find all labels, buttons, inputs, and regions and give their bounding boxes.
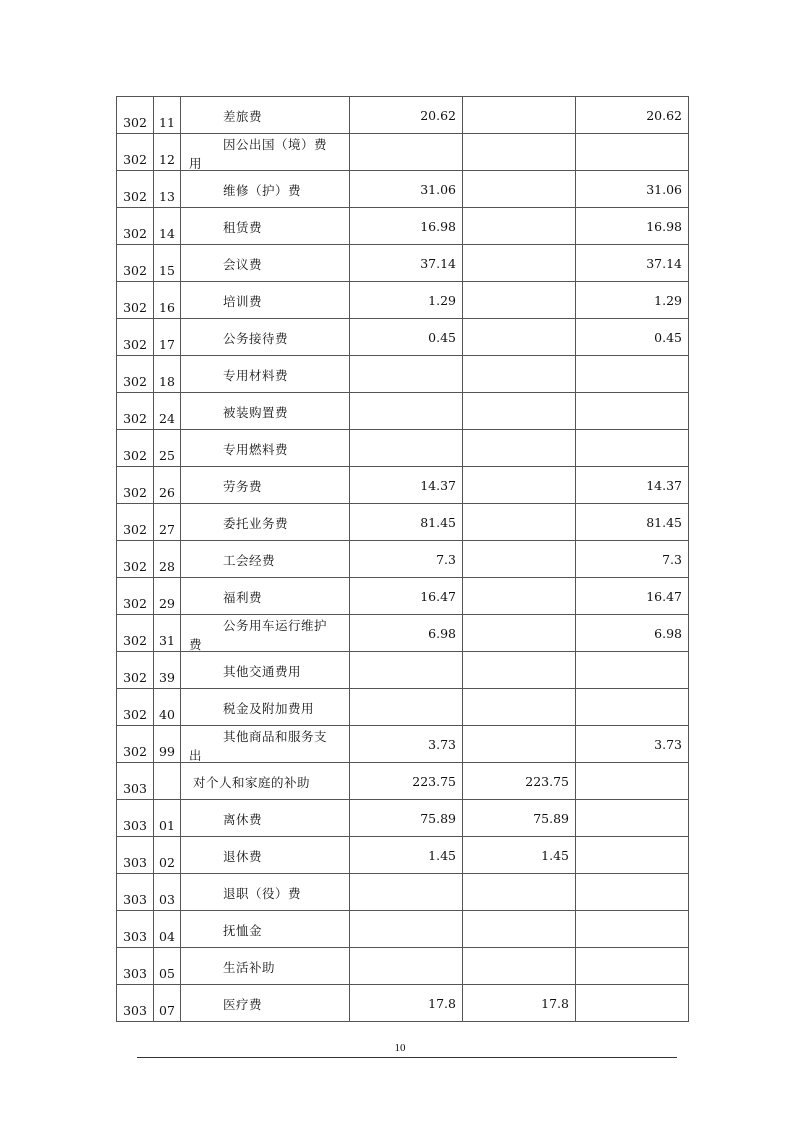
- total-cell: [350, 541, 463, 578]
- total-cell: [350, 985, 463, 1022]
- table-row: [117, 319, 689, 356]
- public-cell-value: [682, 848, 688, 863]
- account-name-cell: [181, 911, 350, 948]
- item-code-cell: 31: [154, 615, 181, 652]
- class-code-cell: 302: [117, 615, 154, 652]
- table-row: [117, 171, 689, 208]
- total-cell: [350, 726, 463, 763]
- public-cell-value: 81.45: [646, 514, 682, 530]
- account-name-cell: [181, 467, 350, 504]
- total-cell-value: 14.37: [420, 477, 456, 493]
- item-code-cell: 28: [154, 541, 181, 578]
- account-name: 福利费: [223, 590, 263, 605]
- total-cell-value: 3.73: [428, 736, 456, 752]
- item-code-cell: 14: [154, 208, 181, 245]
- personnel-cell: [463, 615, 576, 652]
- personnel-cell-value: [569, 367, 575, 382]
- total-cell-value: 17.8: [428, 995, 456, 1011]
- total-cell: [350, 430, 463, 467]
- class-code-cell: 302: [117, 134, 154, 171]
- account-name: 专用燃料费: [223, 442, 289, 457]
- account-name: 劳务费: [223, 479, 263, 494]
- account-name-cell: [181, 689, 350, 726]
- account-name-cell: [181, 800, 350, 837]
- account-name-cell: [181, 874, 350, 911]
- table-row: [117, 763, 689, 800]
- public-cell: [576, 504, 689, 541]
- personnel-cell-value: [569, 293, 575, 308]
- class-code-cell: 302: [117, 652, 154, 689]
- account-name-cell: [181, 282, 350, 319]
- total-cell-value: [456, 145, 462, 160]
- account-name: 委托业务费: [223, 516, 289, 531]
- table-row: [117, 245, 689, 282]
- personnel-cell: [463, 948, 576, 985]
- total-cell-value: 1.29: [428, 292, 456, 308]
- public-cell-value: 0.45: [654, 329, 682, 345]
- table-row: [117, 393, 689, 430]
- account-name: 专用材料费: [223, 368, 289, 383]
- table-row: [117, 578, 689, 615]
- public-cell: [576, 171, 689, 208]
- total-cell: [350, 319, 463, 356]
- table-row: [117, 282, 689, 319]
- class-code-cell: 302: [117, 97, 154, 134]
- item-code-cell: 05: [154, 948, 181, 985]
- item-code-cell: 12: [154, 134, 181, 171]
- public-cell: [576, 726, 689, 763]
- personnel-cell-value: [569, 737, 575, 752]
- total-cell: [350, 356, 463, 393]
- account-name: 租赁费: [223, 220, 263, 235]
- account-name-cell: [181, 948, 350, 985]
- class-code-cell: 302: [117, 356, 154, 393]
- personnel-cell: [463, 356, 576, 393]
- total-cell-value: 20.62: [420, 107, 456, 123]
- table-row: [117, 541, 689, 578]
- total-cell-value: 16.98: [420, 218, 456, 234]
- item-code-cell: [154, 763, 181, 800]
- personnel-cell: [463, 578, 576, 615]
- account-name-cell: [181, 985, 350, 1022]
- public-cell: [576, 319, 689, 356]
- public-cell-value: [682, 922, 688, 937]
- account-name-continuation: 出: [189, 748, 202, 763]
- personnel-cell-value: [569, 700, 575, 715]
- item-code-cell: 39: [154, 652, 181, 689]
- total-cell: [350, 393, 463, 430]
- account-name: 医疗费: [223, 997, 263, 1012]
- personnel-cell-value: [569, 441, 575, 456]
- personnel-cell-value: [569, 663, 575, 678]
- total-cell: [350, 874, 463, 911]
- public-cell-value: [682, 885, 688, 900]
- class-code-cell: 303: [117, 948, 154, 985]
- account-name-cell: [181, 245, 350, 282]
- public-cell-value: 3.73: [654, 736, 682, 752]
- personnel-cell-value: [569, 219, 575, 234]
- total-cell: [350, 763, 463, 800]
- personnel-cell-value: [569, 478, 575, 493]
- personnel-cell-value: [569, 182, 575, 197]
- item-code-cell: 18: [154, 356, 181, 393]
- item-code-cell: 04: [154, 911, 181, 948]
- personnel-cell: [463, 911, 576, 948]
- account-name-cell: [181, 763, 350, 800]
- class-code-cell: 303: [117, 985, 154, 1022]
- personnel-cell-value: 1.45: [541, 847, 569, 863]
- public-cell-value: [682, 959, 688, 974]
- class-code-cell: 302: [117, 578, 154, 615]
- personnel-cell: [463, 319, 576, 356]
- item-code-cell: 02: [154, 837, 181, 874]
- personnel-cell: [463, 134, 576, 171]
- personnel-cell-value: [569, 404, 575, 419]
- class-code-cell: 302: [117, 171, 154, 208]
- total-cell-value: [456, 404, 462, 419]
- personnel-cell-value: [569, 589, 575, 604]
- footer-divider: [137, 1057, 677, 1058]
- personnel-cell-value: [569, 108, 575, 123]
- account-name: 其他交通费用: [223, 664, 302, 679]
- total-cell: [350, 282, 463, 319]
- personnel-cell-value: 223.75: [525, 773, 569, 789]
- table-row: [117, 504, 689, 541]
- public-cell: [576, 208, 689, 245]
- item-code-cell: 13: [154, 171, 181, 208]
- table-row: [117, 800, 689, 837]
- account-name-cell: [181, 97, 350, 134]
- public-cell-value: 16.98: [646, 218, 682, 234]
- public-cell: [576, 282, 689, 319]
- personnel-cell-value: 75.89: [533, 810, 569, 826]
- table-row: [117, 726, 689, 763]
- account-name: 工会经费: [223, 553, 276, 568]
- item-code-cell: 11: [154, 97, 181, 134]
- item-code-cell: 27: [154, 504, 181, 541]
- account-name-cell: [181, 504, 350, 541]
- account-name-cell: [181, 319, 350, 356]
- public-cell-value: [682, 367, 688, 382]
- account-name: 对个人和家庭的补助: [193, 775, 311, 790]
- public-cell: [576, 467, 689, 504]
- total-cell-value: 6.98: [428, 625, 456, 641]
- public-cell-value: [682, 663, 688, 678]
- personnel-cell: [463, 837, 576, 874]
- class-code-cell: 302: [117, 319, 154, 356]
- class-code-cell: 302: [117, 393, 154, 430]
- public-cell: [576, 541, 689, 578]
- personnel-cell: [463, 652, 576, 689]
- total-cell-value: 31.06: [420, 181, 456, 197]
- class-code-cell: 303: [117, 763, 154, 800]
- public-cell-value: [682, 145, 688, 160]
- personnel-cell: [463, 985, 576, 1022]
- class-code-cell: 302: [117, 726, 154, 763]
- total-cell-value: 16.47: [420, 588, 456, 604]
- account-name: 退休费: [223, 849, 263, 864]
- class-code-cell: 302: [117, 504, 154, 541]
- item-code-cell: 29: [154, 578, 181, 615]
- personnel-cell-value: 17.8: [541, 995, 569, 1011]
- total-cell-value: [456, 885, 462, 900]
- total-cell: [350, 245, 463, 282]
- personnel-cell: [463, 282, 576, 319]
- personnel-cell: [463, 689, 576, 726]
- public-cell-value: [682, 404, 688, 419]
- account-name-continuation: 费: [189, 637, 202, 652]
- total-cell-value: [456, 700, 462, 715]
- total-cell-value: 81.45: [420, 514, 456, 530]
- account-name-cell: [181, 726, 350, 763]
- public-cell-value: 7.3: [662, 551, 682, 567]
- account-name: 抚恤金: [223, 923, 263, 938]
- account-name-cell: [181, 652, 350, 689]
- personnel-cell-value: [569, 515, 575, 530]
- item-code-cell: 40: [154, 689, 181, 726]
- total-cell: [350, 689, 463, 726]
- public-cell: [576, 652, 689, 689]
- public-cell: [576, 578, 689, 615]
- page-number: 10: [394, 1042, 406, 1054]
- total-cell: [350, 208, 463, 245]
- class-code-cell: 302: [117, 689, 154, 726]
- personnel-cell-value: [569, 552, 575, 567]
- public-cell: [576, 134, 689, 171]
- public-cell: [576, 245, 689, 282]
- total-cell: [350, 467, 463, 504]
- item-code-cell: 25: [154, 430, 181, 467]
- total-cell-value: [456, 441, 462, 456]
- account-name-cell: [181, 171, 350, 208]
- total-cell: [350, 134, 463, 171]
- total-cell: [350, 652, 463, 689]
- personnel-cell-value: [569, 959, 575, 974]
- personnel-cell-value: [569, 330, 575, 345]
- account-name: 生活补助: [223, 960, 276, 975]
- public-cell: [576, 763, 689, 800]
- account-name: 其他商品和服务支: [223, 729, 328, 744]
- public-cell-value: 1.29: [654, 292, 682, 308]
- personnel-cell: [463, 726, 576, 763]
- table-row: [117, 948, 689, 985]
- personnel-cell-value: [569, 885, 575, 900]
- account-name-cell: [181, 578, 350, 615]
- total-cell: [350, 578, 463, 615]
- table-row: [117, 208, 689, 245]
- total-cell: [350, 504, 463, 541]
- public-cell-value: 16.47: [646, 588, 682, 604]
- class-code-cell: 303: [117, 800, 154, 837]
- public-cell: [576, 874, 689, 911]
- total-cell: [350, 97, 463, 134]
- public-cell: [576, 393, 689, 430]
- table-body: [117, 97, 689, 1022]
- total-cell: [350, 171, 463, 208]
- personnel-cell: [463, 245, 576, 282]
- class-code-cell: 302: [117, 541, 154, 578]
- total-cell-value: 1.45: [428, 847, 456, 863]
- public-cell-value: 31.06: [646, 181, 682, 197]
- personnel-cell: [463, 430, 576, 467]
- account-name-cell: [181, 541, 350, 578]
- public-cell: [576, 689, 689, 726]
- class-code-cell: 303: [117, 874, 154, 911]
- public-cell: [576, 948, 689, 985]
- account-name-cell: [181, 430, 350, 467]
- public-cell: [576, 985, 689, 1022]
- class-code-cell: 302: [117, 208, 154, 245]
- expenditure-table: [116, 96, 689, 1022]
- account-name-cell: [181, 615, 350, 652]
- personnel-cell-value: [569, 626, 575, 641]
- account-name: 退职（役）费: [223, 886, 302, 901]
- account-name: 差旅费: [223, 109, 263, 124]
- class-code-cell: 302: [117, 245, 154, 282]
- table-row: [117, 430, 689, 467]
- public-cell: [576, 356, 689, 393]
- total-cell-value: 37.14: [420, 255, 456, 271]
- table-row: [117, 467, 689, 504]
- class-code-cell: 302: [117, 467, 154, 504]
- total-cell-value: [456, 663, 462, 678]
- personnel-cell: [463, 393, 576, 430]
- account-name: 公务接待费: [223, 331, 289, 346]
- item-code-cell: 99: [154, 726, 181, 763]
- personnel-cell: [463, 171, 576, 208]
- item-code-cell: 01: [154, 800, 181, 837]
- total-cell-value: 7.3: [436, 551, 456, 567]
- public-cell: [576, 430, 689, 467]
- table-row: [117, 874, 689, 911]
- table-row: [117, 911, 689, 948]
- item-code-cell: 03: [154, 874, 181, 911]
- personnel-cell: [463, 467, 576, 504]
- public-cell: [576, 615, 689, 652]
- personnel-cell: [463, 874, 576, 911]
- total-cell-value: [456, 367, 462, 382]
- table-row: [117, 97, 689, 134]
- account-name: 公务用车运行维护: [223, 618, 328, 633]
- account-name-cell: [181, 837, 350, 874]
- public-cell-value: 14.37: [646, 477, 682, 493]
- item-code-cell: 16: [154, 282, 181, 319]
- personnel-cell-value: [569, 922, 575, 937]
- public-cell-value: [682, 811, 688, 826]
- personnel-cell-value: [569, 145, 575, 160]
- table-row: [117, 134, 689, 171]
- public-cell: [576, 837, 689, 874]
- account-name-cell: [181, 134, 350, 171]
- account-name: 被装购置费: [223, 405, 289, 420]
- public-cell: [576, 97, 689, 134]
- item-code-cell: 17: [154, 319, 181, 356]
- account-name-cell: [181, 393, 350, 430]
- account-name-cell: [181, 208, 350, 245]
- public-cell-value: 6.98: [654, 625, 682, 641]
- public-cell-value: 37.14: [646, 255, 682, 271]
- total-cell: [350, 948, 463, 985]
- public-cell-value: [682, 441, 688, 456]
- table-row: [117, 689, 689, 726]
- personnel-cell: [463, 541, 576, 578]
- public-cell-value: [682, 996, 688, 1011]
- personnel-cell: [463, 208, 576, 245]
- public-cell-value: 20.62: [646, 107, 682, 123]
- class-code-cell: 303: [117, 911, 154, 948]
- table-row: [117, 985, 689, 1022]
- total-cell: [350, 800, 463, 837]
- account-name-cell: [181, 356, 350, 393]
- personnel-cell: [463, 763, 576, 800]
- total-cell: [350, 615, 463, 652]
- total-cell-value: 0.45: [428, 329, 456, 345]
- account-name: 培训费: [223, 294, 263, 309]
- class-code-cell: 302: [117, 430, 154, 467]
- table-row: [117, 615, 689, 652]
- class-code-cell: 302: [117, 282, 154, 319]
- personnel-cell-value: [569, 256, 575, 271]
- personnel-cell: [463, 504, 576, 541]
- public-cell: [576, 800, 689, 837]
- account-name: 因公出国（境）费: [223, 137, 328, 152]
- total-cell-value: 223.75: [412, 773, 456, 789]
- account-name: 离休费: [223, 812, 263, 827]
- personnel-cell: [463, 800, 576, 837]
- table-row: [117, 652, 689, 689]
- personnel-cell: [463, 97, 576, 134]
- account-name: 会议费: [223, 257, 263, 272]
- account-name: 税金及附加费用: [223, 701, 315, 716]
- table-row: [117, 837, 689, 874]
- table-row: [117, 356, 689, 393]
- public-cell-value: [682, 700, 688, 715]
- item-code-cell: 15: [154, 245, 181, 282]
- item-code-cell: 26: [154, 467, 181, 504]
- item-code-cell: 07: [154, 985, 181, 1022]
- total-cell-value: [456, 959, 462, 974]
- total-cell-value: [456, 922, 462, 937]
- class-code-cell: 303: [117, 837, 154, 874]
- account-name: 维修（护）费: [223, 183, 302, 198]
- total-cell: [350, 911, 463, 948]
- total-cell: [350, 837, 463, 874]
- public-cell: [576, 911, 689, 948]
- public-cell-value: [682, 774, 688, 789]
- account-name-continuation: 用: [189, 156, 202, 171]
- item-code-cell: 24: [154, 393, 181, 430]
- total-cell-value: 75.89: [420, 810, 456, 826]
